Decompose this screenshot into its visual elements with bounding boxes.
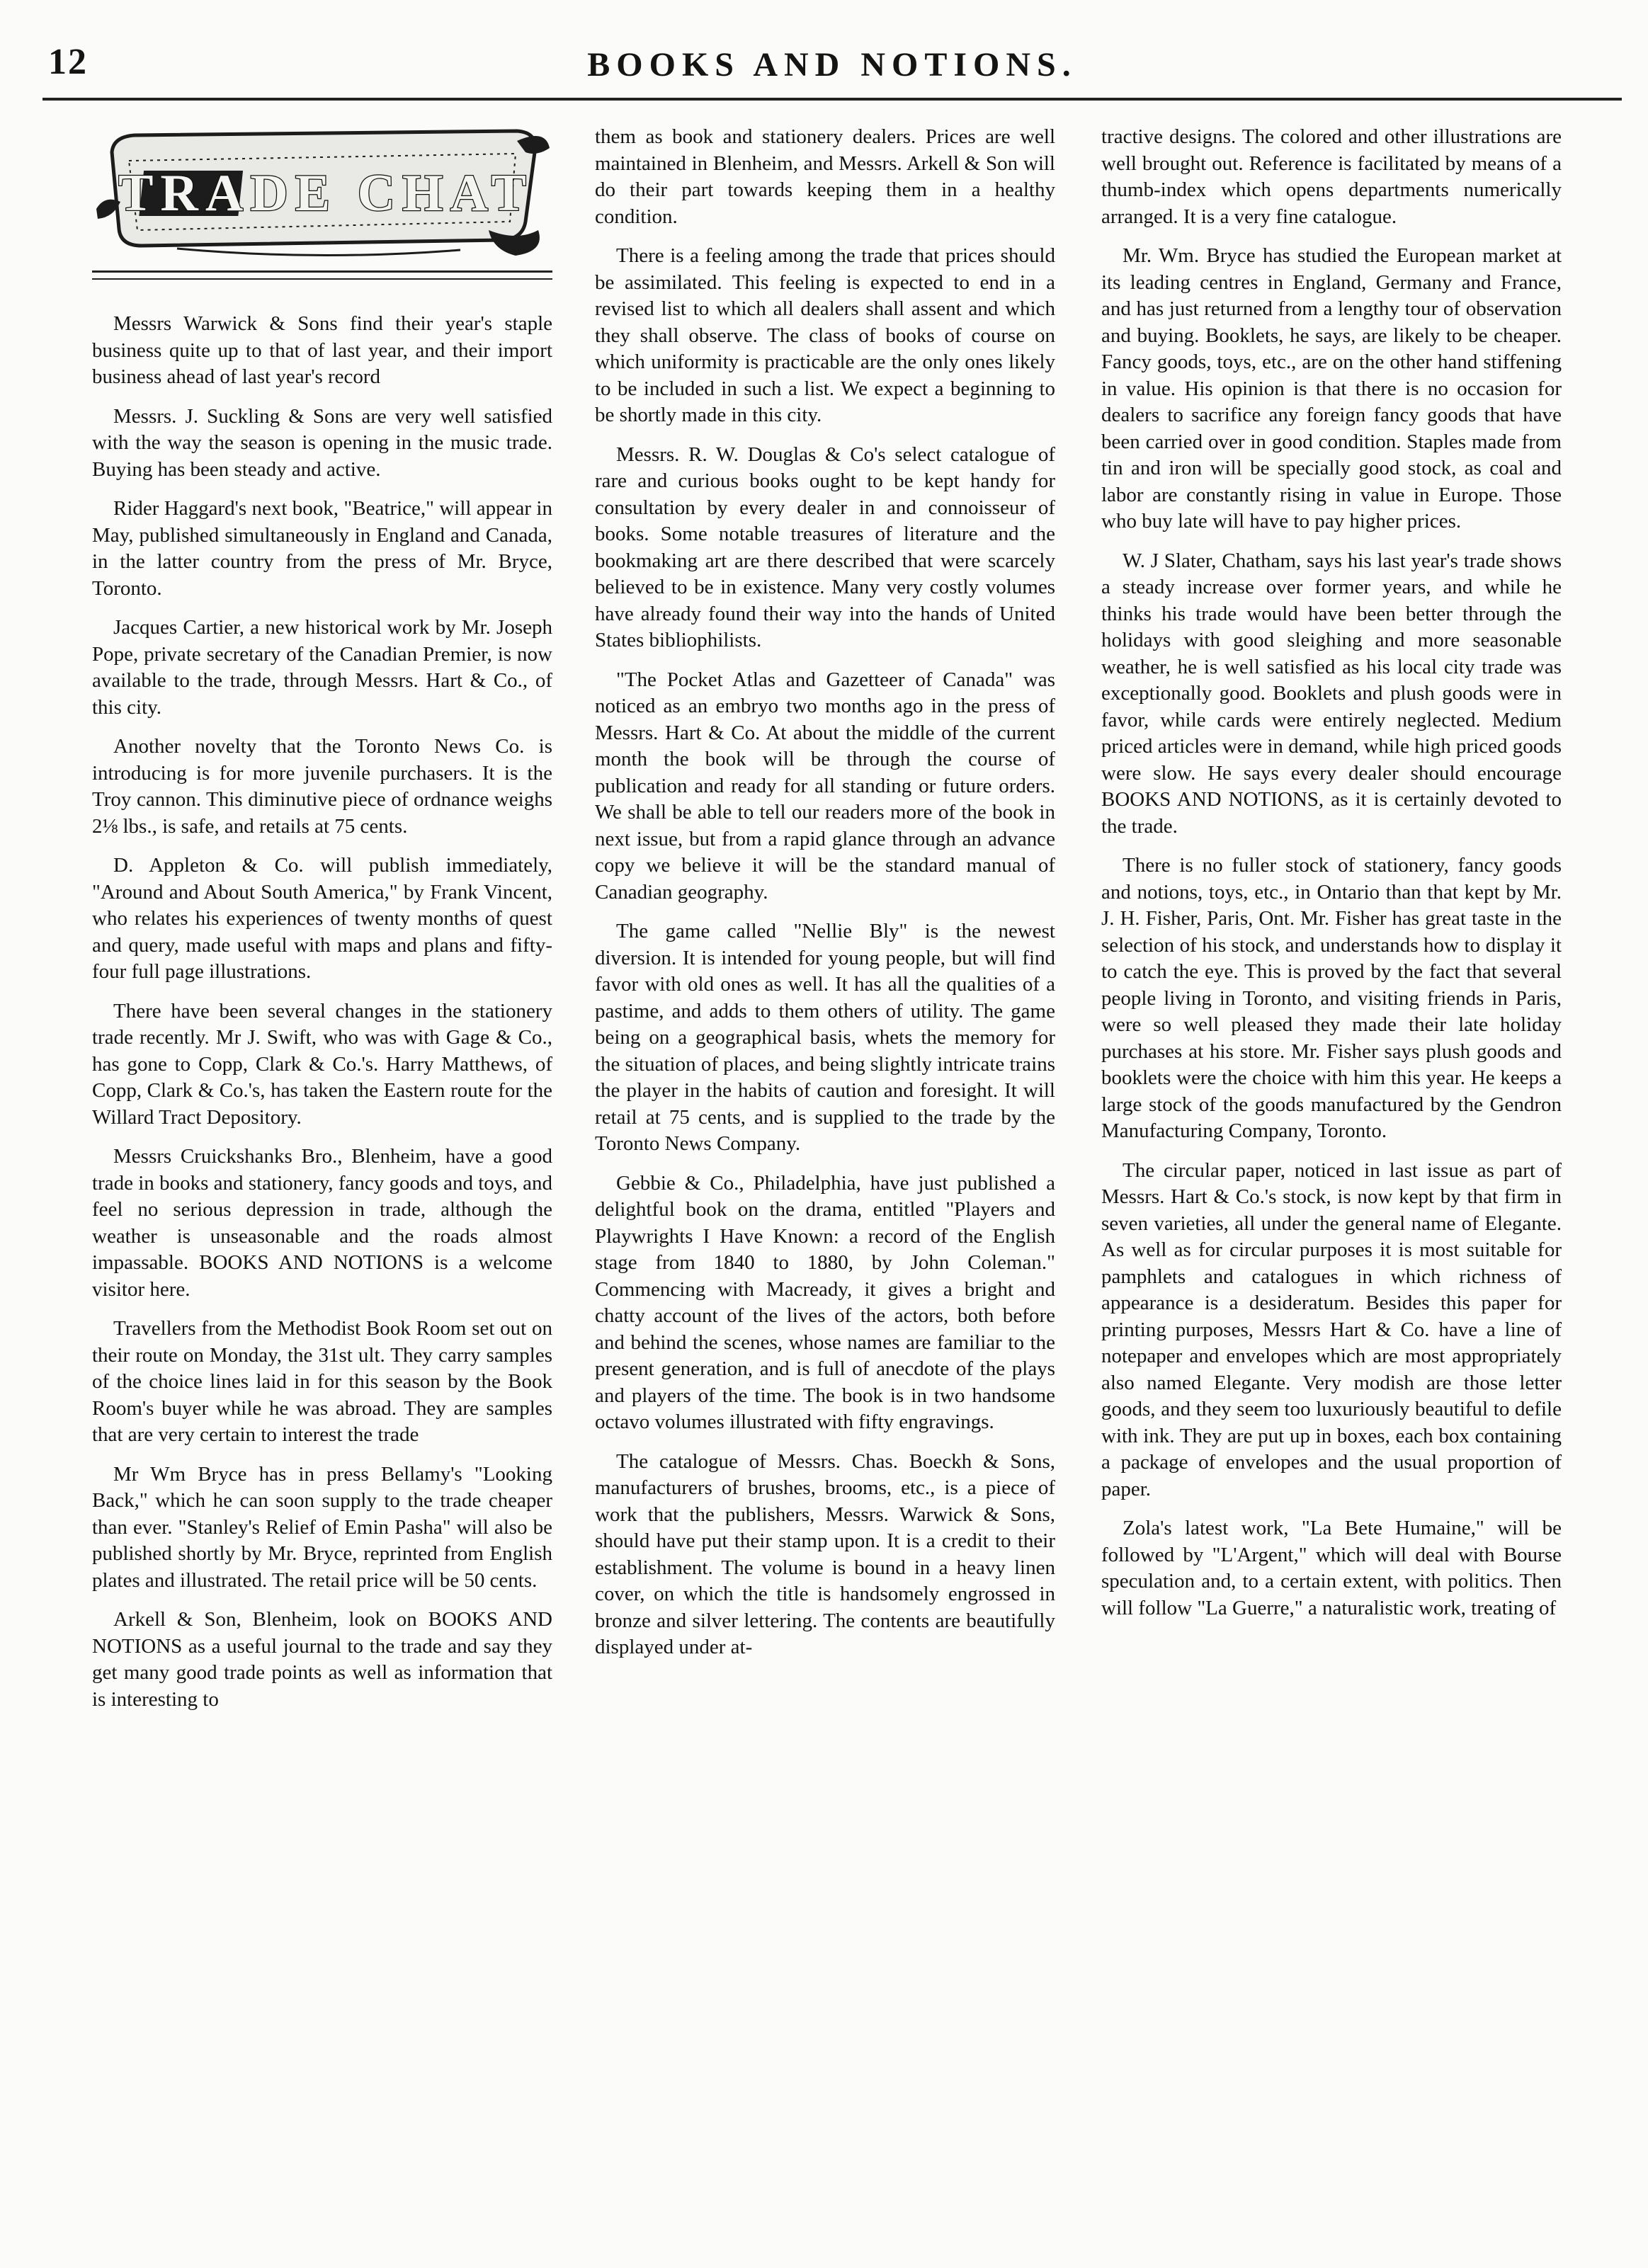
paragraph: Mr Wm Bryce has in press Bellamy's "Looking Back," which he can soon supply to the trade cheaper than ever. "Stanley's Relief of Emin Pasha" will also be published shortly by Mr. Bryce, reprinted from English plates and illustrated. The retail price will be 50 cents. xyxy=(92,1462,552,1592)
banner-rule xyxy=(92,270,552,280)
column-2 xyxy=(595,124,1055,1674)
paragraph: Messrs Warwick & Sons find their year's staple business quite up to that of last year, and their import business ahead of last year's record xyxy=(92,312,552,388)
page-header xyxy=(42,28,1622,92)
paragraph: There have been several changes in the stationery trade recently. Mr J. Swift, who was with Gage & Co., has gone to Copp, Clark & Co.'s. Harry Matthews, of Copp, Clark & Co.'s, has taken the Eastern route for the Willard Tract Depository. xyxy=(92,999,552,1129)
paragraph: Zola's latest work, "La Bete Humaine," will be followed by "L'Argent," which will deal with Bourse speculation and, to a certain extent, with politics. Then will follow "La Guerre," a naturalistic work, treating of xyxy=(1101,1517,1562,1619)
paragraph: Another novelty that the Toronto News Co. is introducing is for more juvenile purchasers. It is the Troy cannon. This diminutive piece of ordnance weighs 2⅛ lbs., is safe, and retails at 75 cents. xyxy=(92,735,552,838)
paragraph: Jacques Cartier, a new historical work by Mr. Joseph Pope, private secretary of the Canadian Premier, is now available to the trade, through Messrs. Hart & Co., of this city. xyxy=(92,616,552,719)
paragraph: "The Pocket Atlas and Gazetteer of Canada" was noticed as an embryo two months ago in the press of Messrs. Hart & Co. At about the middle of the current month the book will be through the course of publication and ready for all standing or future orders. We shall be able to tell our readers more of the book in next issue, but from a rapid glance through an advance copy we believe it will be the standard manual of Canadian geography. xyxy=(595,668,1055,904)
paragraph: There is no fuller stock of stationery, fancy goods and notions, toys, etc., in Ontario than that kept by Mr. J. H. Fisher, Paris, Ont. Mr. Fisher has great taste in the selection of his stock, and understands how to display it to catch the eye. This is proved by the fact that several people living in Toronto, and visiting friends in Paris, were so well pleased they made their late holiday purchases at his store. Mr. Fisher says plush goods and booklets were the choice with him this year. He keeps a large stock of the goods manufactured by the Gendron Manufacturing Company, Toronto. xyxy=(1101,854,1562,1142)
trade-chat-banner xyxy=(92,124,552,280)
paragraph: Rider Haggard's next book, "Beatrice," will appear in May, published simultaneously in England and Canada, in the latter country from the press of Mr. Bryce, Toronto. xyxy=(92,497,552,600)
paragraph: Travellers from the Methodist Book Room set out on their route on Monday, the 31st ult. They carry samples of the choice lines laid in for this season by the Book Room's buyer while he was abroad. They are samples that are very certain to interest the trade xyxy=(92,1317,552,1446)
page-number: 12 xyxy=(48,42,88,82)
paragraph: There is a feeling among the trade that prices should be assimilated. This feeling is expected to end in a revised list to which all dealers shall assent and which they shall observe. The class of books of course on which uniformity is practicable are the only ones likely to be included in such a list. We expect a beginning to be shortly made in this city. xyxy=(595,244,1055,426)
trade-chat-title: TRADE CHAT xyxy=(118,164,533,222)
header-rule xyxy=(42,98,1622,101)
paragraph: W. J Slater, Chatham, says his last year's trade shows a steady increase over former years, and while he thinks his trade would have been better through the holidays with good sleighing and more seasonable weather, he is well satisfied as his local city trade was exceptionally good. Booklets and plush goods were in favor, while cards were entirely neglected. Medium priced articles were in demand, while high priced goods were slow. He says every dealer should encourage BOOKS AND NOTIONS, as it is certainly devoted to the trade. xyxy=(1101,549,1562,838)
paragraph: The catalogue of Messrs. Chas. Boeckh & Sons, manufacturers of brushes, brooms, etc., is a piece of work that the publishers, Messrs. Warwick & Sons, should have put their stamp upon. It is a credit to their establishment. The volume is bound in a heavy linen cover, on which the title is handsomely engrossed in bronze and silver lettering. The contents are beautifully displayed under at- xyxy=(595,1449,1055,1658)
paragraph: Mr. Wm. Bryce has studied the European market at its leading centres in England, Germany and France, and has just returned from a lengthy tour of observation and buying. Booklets, he says, are likely to be cheaper. Fancy goods, toys, etc., are on the other hand stiffening in value. His opinion is that there is no occasion for dealers to sacrifice any foreign fancy goods that have been carried over in good condition. Staples made from tin and iron will be specially good stock, as coal and labor are constantly rising in value in Europe. Those who buy late will have to pay higher prices. xyxy=(1101,244,1562,532)
paragraph: The circular paper, noticed in last issue as part of Messrs. Hart & Co.'s stock, is now kept by that firm in seven varieties, all under the general name of Elegante. As well as for circular purposes it is most suitable for pamphlets and catalogues in which richness of appearance is a desideratum. Besides this paper for printing purposes, Messrs Hart & Co. have a line of notepaper and envelopes which are most appropriately also named Elegante. Very modish are those letter goods, and they seem too luxuriously beautiful to defile with ink. They are put up in boxes, each box containing a package of envelopes and the usual proportion of paper. xyxy=(1101,1158,1562,1500)
paragraph: tractive designs. The colored and other illustrations are well brought out. Reference is facilitated by means of a thumb-index which opens departments numerically arranged. It is a very fine catalogue. xyxy=(1101,125,1562,228)
paragraph: Messrs Cruickshanks Bro., Blenheim, have a good trade in books and stationery, fancy goods and toys, and feel no serious depression in trade, although the weather is unseasonable and the roads almost impassable. BOOKS AND NOTIONS is a welcome visitor here. xyxy=(92,1145,552,1301)
running-head: BOOKS AND NOTIONS. xyxy=(587,46,1077,84)
paragraph: Messrs. R. W. Douglas & Co's select catalogue of rare and curious books ought to be kept handy for consultation by every dealer in and connoisseur of books. Some notable treasures of literature and the bookmaking art are there described that were scarcely believed to be in existence. Many very costly volumes have already found their way into the hands of United States bibliophilists. xyxy=(595,443,1055,651)
paragraph: Messrs. J. Suckling & Sons are very well satisfied with the way the season is opening in the music trade. Buying has been steady and active. xyxy=(92,404,552,481)
paragraph: D. Appleton & Co. will publish immediately, "Around and About South America," by Frank Vincent, who relates his experiences of twenty months of quest and query, made useful with maps and plans and fifty-four full page illustrations. xyxy=(92,854,552,983)
paragraph: Arkell & Son, Blenheim, look on BOOKS AND NOTIONS as a useful journal to the trade and say they get many good trade points as well as information that is interesting to xyxy=(92,1608,552,1711)
trade-chat-logo xyxy=(92,124,552,266)
paragraph: Gebbie & Co., Philadelphia, have just published a delightful book on the drama, entitled "Players and Playwrights I Have Known: a record of the English stage from 1840 to 1880, by John Coleman." Commencing with Macready, it gives a bright and chatty account of the lives of the actors, both before and behind the scenes, whose names are familiar to the present generation, and is full of anecdote of the plays and players of the time. The book is in two handsome octavo volumes illustrated with fifty engravings. xyxy=(595,1171,1055,1433)
paragraph: The game called "Nellie Bly" is the newest diversion. It is intended for young people, but will find favor with old ones as well. It has all the qualities of a pastime, and adds to them others of utility. The game being on a geographical basis, whets the memory for the situation of places, and being slightly intricate trains the player in the habits of caution and foresight. It will retail at 75 cents, and is supplied to the trade by the Toronto News Company. xyxy=(595,920,1055,1155)
paragraph: them as book and stationery dealers. Prices are well maintained in Blenheim, and Messrs. Arkell & Son will do their part towards keeping them in a healthy condition. xyxy=(595,125,1055,228)
column-3 xyxy=(1101,124,1562,1634)
column-1 xyxy=(92,124,552,1726)
